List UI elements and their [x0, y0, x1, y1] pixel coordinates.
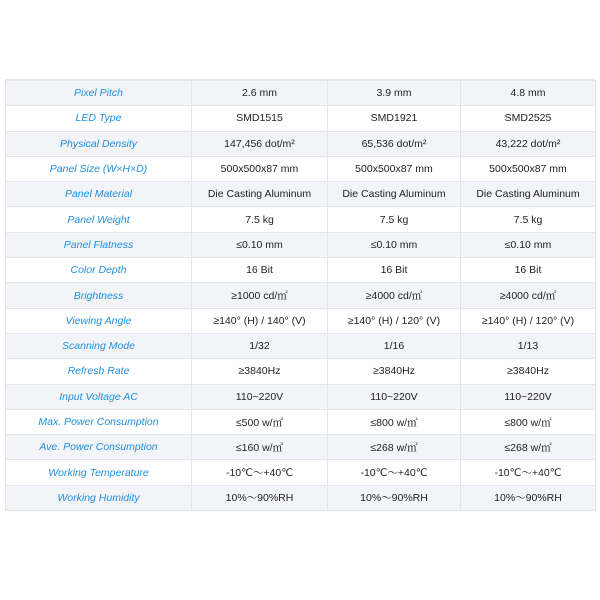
spec-value-model-1: ≤500 w/㎡ — [192, 409, 328, 434]
spec-value-model-1: 1/32 — [192, 333, 328, 358]
spec-value-model-2: SMD1921 — [328, 106, 461, 131]
spec-label: Pixel Pitch — [6, 81, 192, 106]
spec-value-model-3: ≥140° (H) / 120° (V) — [461, 308, 596, 333]
table-row — [6, 283, 596, 308]
spec-value-model-3: SMD2525 — [461, 106, 596, 131]
spec-label: Brightness — [6, 283, 192, 308]
spec-label: Panel Size (W×H×D) — [6, 156, 192, 181]
spec-label: Viewing Angle — [6, 308, 192, 333]
table-row — [6, 258, 596, 283]
spec-value-model-3: 1/13 — [461, 333, 596, 358]
table-row — [6, 106, 596, 131]
table-row — [6, 131, 596, 156]
spec-label: Ave. Power Consumption — [6, 435, 192, 460]
spec-value-model-3: 500x500x87 mm — [461, 156, 596, 181]
spec-value-model-1: 147,456 dot/m² — [192, 131, 328, 156]
table-row — [6, 359, 596, 384]
spec-value-model-3: ≥4000 cd/㎡ — [461, 283, 596, 308]
table-row — [6, 460, 596, 485]
spec-label: Panel Flatness — [6, 232, 192, 257]
spec-value-model-1: SMD1515 — [192, 106, 328, 131]
table-row — [6, 308, 596, 333]
table-row — [6, 232, 596, 257]
spec-value-model-2: 1/16 — [328, 333, 461, 358]
spec-value-model-3: ≤268 w/㎡ — [461, 435, 596, 460]
spec-label: Panel Material — [6, 182, 192, 207]
specifications-table-body — [6, 81, 596, 511]
spec-value-model-1: 110~220V — [192, 384, 328, 409]
spec-value-model-1: Die Casting Aluminum — [192, 182, 328, 207]
spec-value-model-3: 43,222 dot/m² — [461, 131, 596, 156]
table-row — [6, 333, 596, 358]
table-row — [6, 182, 596, 207]
spec-label: Working Temperature — [6, 460, 192, 485]
table-row — [6, 156, 596, 181]
spec-value-model-2: ≥140° (H) / 120° (V) — [328, 308, 461, 333]
spec-label: Physical Density — [6, 131, 192, 156]
table-row — [6, 384, 596, 409]
spec-value-model-1: -10℃～+40℃ — [192, 460, 328, 485]
specifications-table — [5, 80, 596, 511]
spec-value-model-3: 4.8 mm — [461, 81, 596, 106]
spec-value-model-2: -10℃～+40℃ — [328, 460, 461, 485]
spec-value-model-3: 110~220V — [461, 384, 596, 409]
spec-value-model-1: ≤0.10 mm — [192, 232, 328, 257]
spec-value-model-2: 110~220V — [328, 384, 461, 409]
spec-value-model-2: Die Casting Aluminum — [328, 182, 461, 207]
spec-value-model-3: -10℃～+40℃ — [461, 460, 596, 485]
table-row — [6, 81, 596, 106]
table-row — [6, 207, 596, 232]
spec-value-model-2: ≤0.10 mm — [328, 232, 461, 257]
spec-label: Panel Weight — [6, 207, 192, 232]
spec-value-model-1: ≥3840Hz — [192, 359, 328, 384]
spec-label: Max. Power Consumption — [6, 409, 192, 434]
spec-value-model-1: 2.6 mm — [192, 81, 328, 106]
spec-value-model-3: ≤0.10 mm — [461, 232, 596, 257]
table-row — [6, 409, 596, 434]
spec-value-model-2: ≤800 w/㎡ — [328, 409, 461, 434]
spec-label: Scanning Mode — [6, 333, 192, 358]
spec-value-model-3: Die Casting Aluminum — [461, 182, 596, 207]
spec-value-model-3: 16 Bit — [461, 258, 596, 283]
spec-value-model-2: ≤268 w/㎡ — [328, 435, 461, 460]
spec-value-model-1: ≥140° (H) / 140° (V) — [192, 308, 328, 333]
spec-value-model-2: 7.5 kg — [328, 207, 461, 232]
spec-value-model-3: 7.5 kg — [461, 207, 596, 232]
spec-label: Color Depth — [6, 258, 192, 283]
spec-label: Working Humidity — [6, 485, 192, 510]
spec-value-model-3: 10%～90%RH — [461, 485, 596, 510]
spec-value-model-2: ≥3840Hz — [328, 359, 461, 384]
table-row — [6, 435, 596, 460]
spec-value-model-2: 10%～90%RH — [328, 485, 461, 510]
spec-value-model-2: ≥4000 cd/㎡ — [328, 283, 461, 308]
spec-value-model-1: 7.5 kg — [192, 207, 328, 232]
spec-value-model-2: 16 Bit — [328, 258, 461, 283]
spec-value-model-3: ≥3840Hz — [461, 359, 596, 384]
spec-value-model-1: 500x500x87 mm — [192, 156, 328, 181]
spec-label: LED Type — [6, 106, 192, 131]
spec-value-model-2: 500x500x87 mm — [328, 156, 461, 181]
spec-value-model-2: 65,536 dot/m² — [328, 131, 461, 156]
spec-value-model-1: 16 Bit — [192, 258, 328, 283]
table-row — [6, 485, 596, 510]
spec-value-model-1: 10%～90%RH — [192, 485, 328, 510]
spec-value-model-1: ≥1000 cd/㎡ — [192, 283, 328, 308]
spec-label: Input Voltage AC — [6, 384, 192, 409]
spec-value-model-1: ≤160 w/㎡ — [192, 435, 328, 460]
spec-value-model-2: 3.9 mm — [328, 81, 461, 106]
spec-value-model-3: ≤800 w/㎡ — [461, 409, 596, 434]
spec-label: Refresh Rate — [6, 359, 192, 384]
